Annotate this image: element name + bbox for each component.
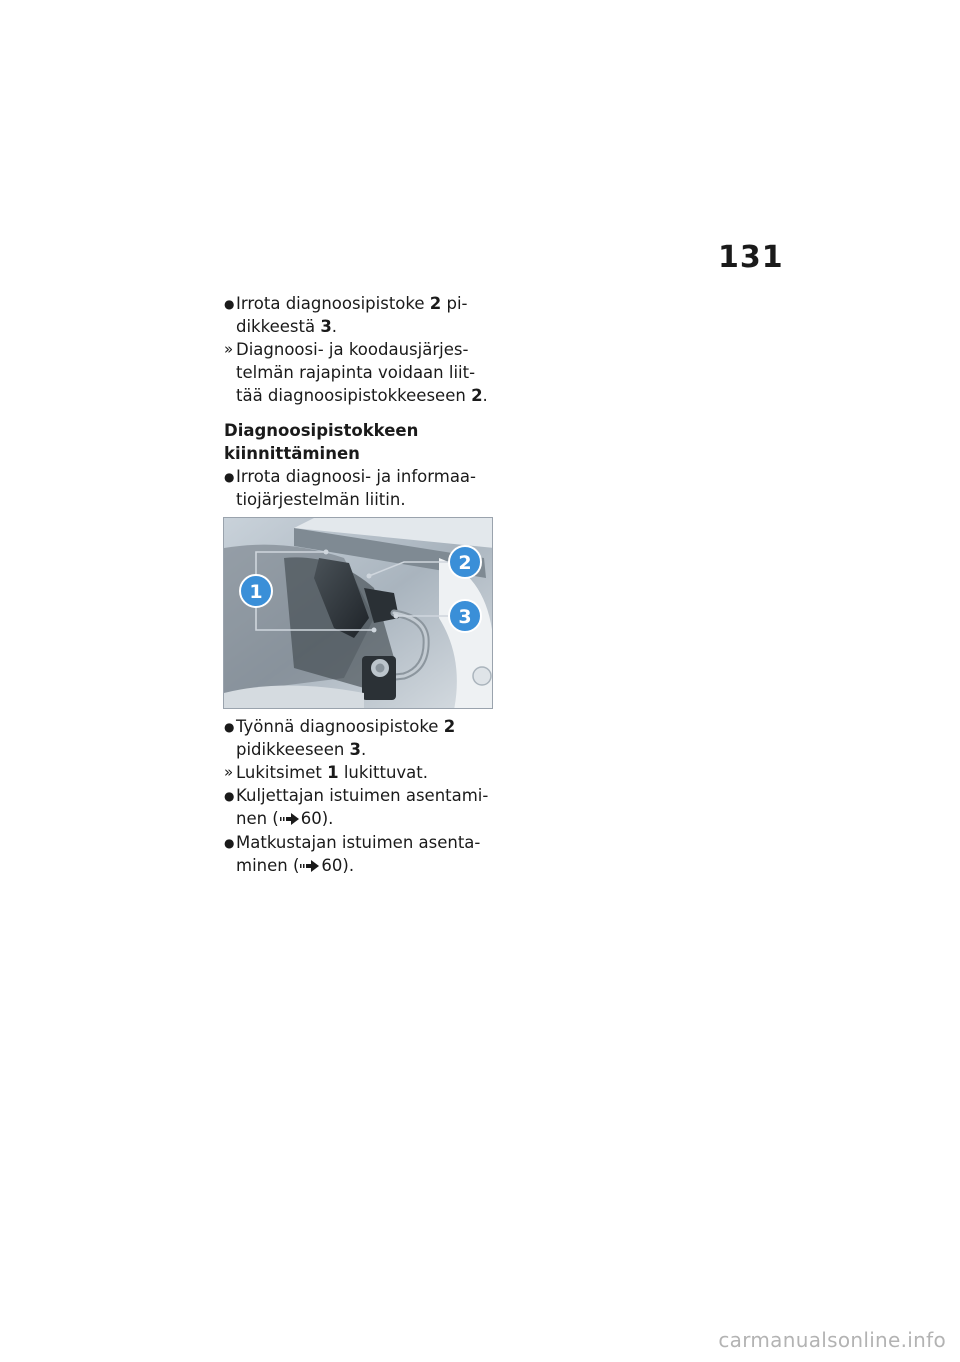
callout-2-label: 2	[458, 552, 472, 574]
list-item: ● Kuljettajan istuimen asentami- nen ( 60).	[224, 784, 496, 831]
page-number: 131	[718, 240, 784, 275]
callout-3	[449, 600, 481, 632]
callout-1-label: 1	[249, 581, 263, 603]
list-item: ● Työnnä diagnoosipistoke 2 pidikkeeseen 3.	[224, 717, 456, 759]
instructions-bottom	[224, 715, 496, 878]
page-reference[interactable]: 60	[321, 856, 343, 875]
callout-2	[449, 546, 481, 578]
ref-number: 2	[429, 294, 442, 313]
result-arrow-icon: »	[224, 763, 234, 781]
bullet-icon: ●	[224, 297, 235, 311]
callout-3-label: 3	[458, 606, 472, 628]
list-item: ● Matkustajan istuimen asenta- minen ( 60).	[224, 831, 496, 878]
page-reference-arrow-icon	[300, 855, 320, 878]
ref-number: 3	[349, 740, 362, 759]
figure-illustration	[224, 518, 493, 709]
ref-number: 2	[443, 717, 456, 736]
list-item: ● Irrota diagnoosipistoke 2 pi- dikkeestä 3.	[224, 294, 468, 336]
page-reference-arrow-icon	[280, 808, 300, 831]
result-arrow-icon: »	[224, 340, 234, 358]
instructions-top	[224, 292, 496, 511]
ref-number: 2	[471, 386, 483, 405]
page-reference[interactable]: 60	[300, 809, 322, 828]
list-item: » Diagnoosi- ja koodausjärjes- telmän rajapinta voidaan liit- tää diagnoosipistokkeeseen 2.	[224, 340, 488, 405]
bullet-icon: ●	[224, 789, 235, 803]
section-heading: Diagnoosipistokkeen kiinnittäminen	[224, 421, 419, 463]
list-item: ● Irrota diagnoosi- ja informaa- tiojärjestelmän liitin.	[224, 467, 476, 509]
ref-number: 1	[327, 763, 339, 782]
ref-number: 3	[320, 317, 332, 336]
diagnostic-connector-figure	[223, 517, 493, 709]
list-item: » Lukitsimet 1 lukittuvat.	[224, 763, 428, 782]
watermark: carmanualsonline.info	[718, 1328, 946, 1352]
bullet-icon: ●	[224, 470, 235, 484]
callout-1	[240, 575, 272, 607]
bullet-icon: ●	[224, 720, 235, 734]
item-text: Irrota diagnoosipistoke	[236, 294, 430, 313]
bullet-icon: ●	[224, 836, 235, 850]
